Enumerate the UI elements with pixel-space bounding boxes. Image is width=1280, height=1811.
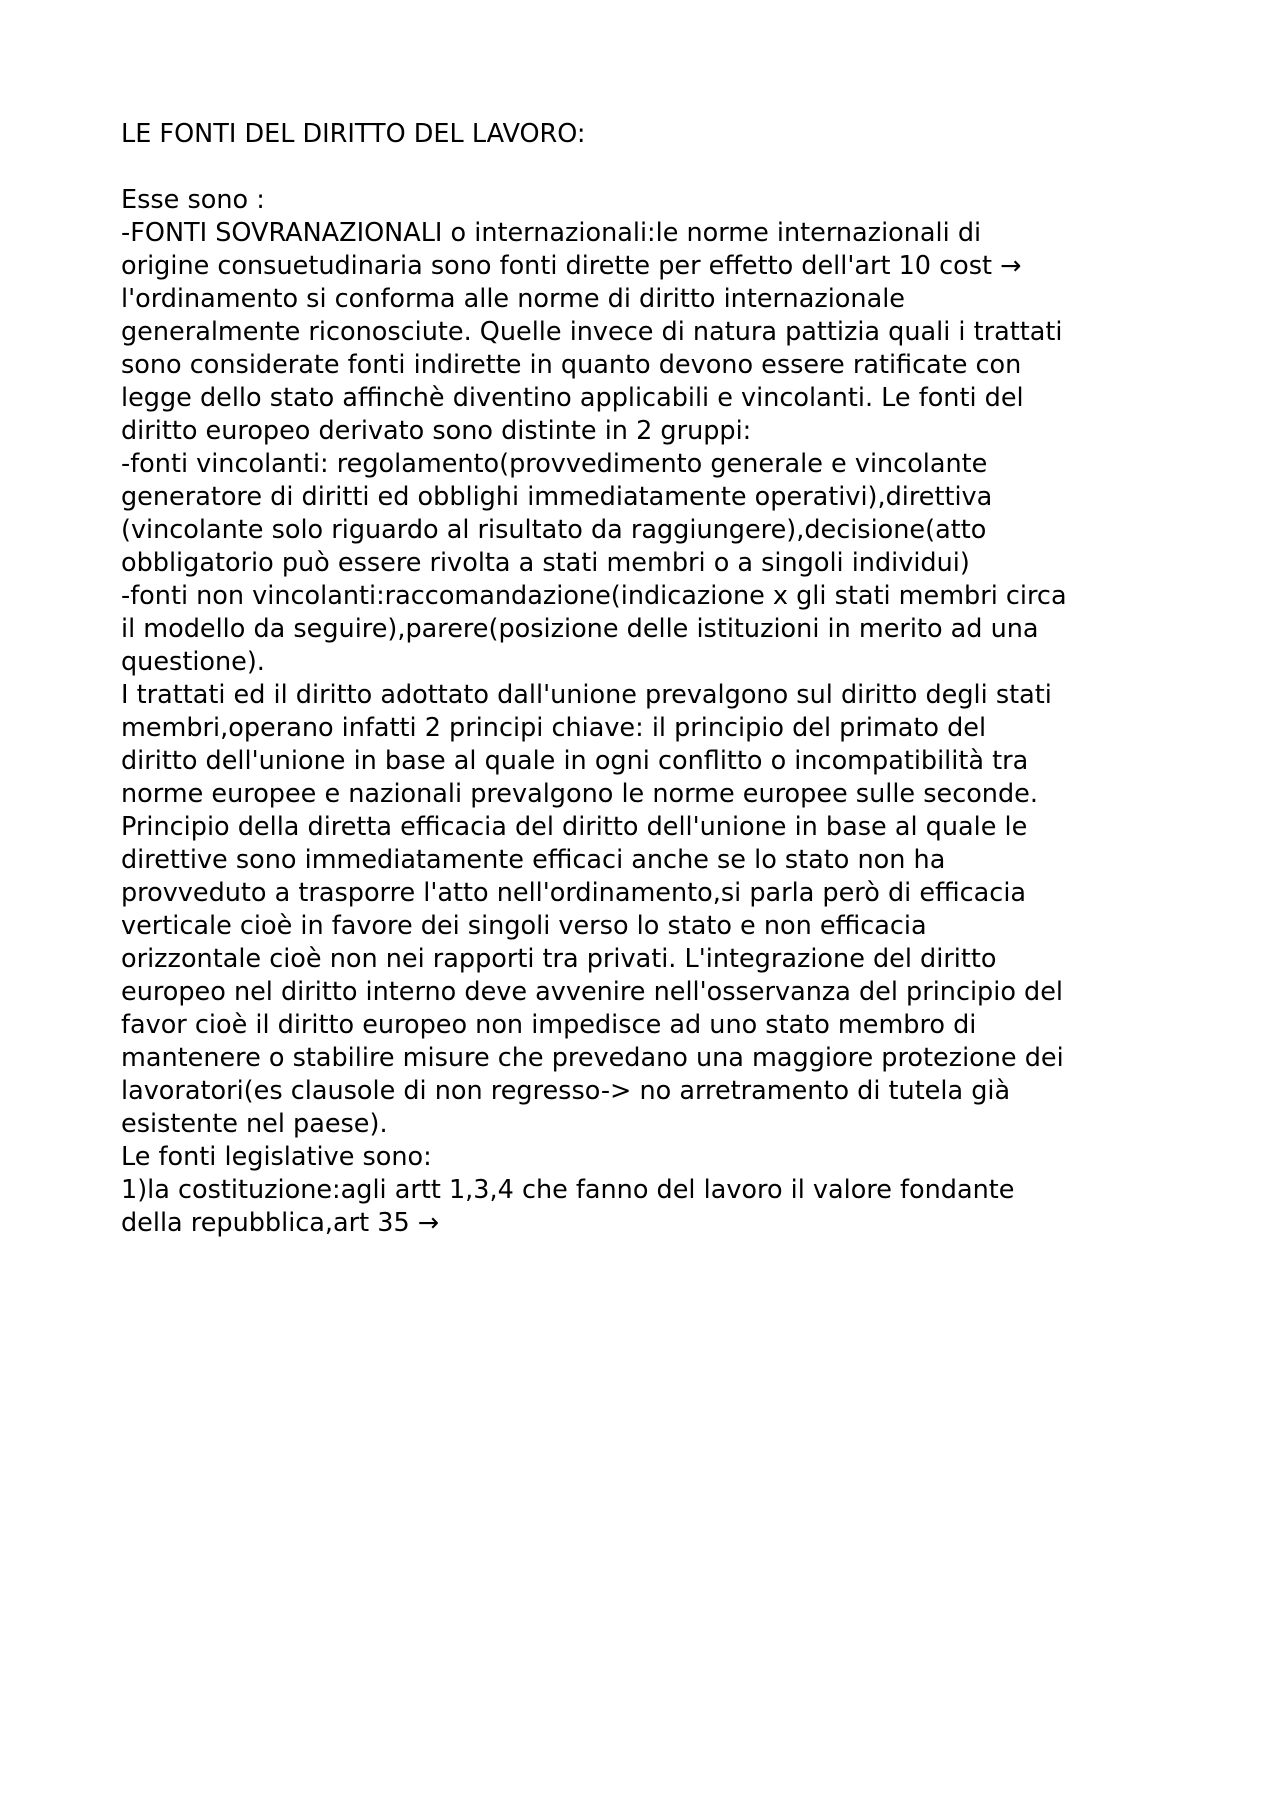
text-line: 1)la costituzione:agli artt 1,3,4 che fanno del lavoro il valore fondante — [121, 1175, 1015, 1205]
text-line: obbligatorio può essere rivolta a stati membri o a singoli individui) — [121, 548, 970, 578]
text-line: orizzontale cioè non nei rapporti tra privati. L'integrazione del diritto — [121, 944, 997, 974]
text-line: Le fonti legislative sono: — [121, 1142, 432, 1172]
text-line: (vincolante solo riguardo al risultato da raggiungere),decisione(atto — [121, 515, 987, 545]
text-line: norme europee e nazionali prevalgono le norme europee sulle seconde. — [121, 779, 1038, 809]
text-line: -FONTI SOVRANAZIONALI o internazionali:le norme internazionali di — [121, 218, 982, 248]
text-line: l'ordinamento si conforma alle norme di diritto internazionale — [121, 284, 905, 314]
text-line: -fonti vincolanti: regolamento(provvedimento generale e vincolante — [121, 449, 988, 479]
text-line: legge dello stato affinchè diventino applicabili e vincolanti. Le fonti del — [121, 383, 1024, 413]
blank-line — [121, 151, 1181, 184]
text-line: questione). — [121, 647, 265, 677]
text-line: lavoratori(es clausole di non regresso-> no arretramento di tutela già — [121, 1076, 1011, 1106]
text-line: mantenere o stabilire misure che prevedano una maggiore protezione dei — [121, 1043, 1064, 1073]
document-title: LE FONTI DEL DIRITTO DEL LAVORO: — [121, 119, 586, 149]
text-line: I trattati ed il diritto adottato dall'unione prevalgono sul diritto degli stati — [121, 680, 1052, 710]
text-line: provveduto a trasporre l'atto nell'ordinamento,si parla però di efficacia — [121, 878, 1027, 908]
text-line: sono considerate fonti indirette in quanto devono essere ratificate con — [121, 350, 1022, 380]
text-line: direttive sono immediatamente efficaci anche se lo stato non ha — [121, 845, 946, 875]
text-line: favor cioè il diritto europeo non impedisce ad uno stato membro di — [121, 1010, 977, 1040]
text-line: Esse sono : — [121, 185, 265, 215]
paragraph-lines — [121, 184, 1181, 1240]
text-line: generatore di diritti ed obblighi immediatamente operativi),direttiva — [121, 482, 993, 512]
text-line: esistente nel paese). — [121, 1109, 388, 1139]
document-body — [121, 118, 1181, 1240]
text-line: diritto europeo derivato sono distinte in 2 gruppi: — [121, 416, 752, 446]
text-line: membri,operano infatti 2 principi chiave: il principio del primato del — [121, 713, 987, 743]
text-line: generalmente riconosciute. Quelle invece di natura pattizia quali i trattati — [121, 317, 1063, 347]
text-line: diritto dell'unione in base al quale in ogni conflitto o incompatibilità tra — [121, 746, 1029, 776]
text-line: della repubblica,art 35 → — [121, 1208, 440, 1238]
text-line: europeo nel diritto interno deve avvenire nell'osservanza del principio del — [121, 977, 1063, 1007]
text-line: -fonti non vincolanti:raccomandazione(indicazione x gli stati membri circa — [121, 581, 1067, 611]
text-line: il modello da seguire),parere(posizione delle istituzioni in merito ad una — [121, 614, 1039, 644]
text-line: origine consuetudinaria sono fonti dirette per effetto dell'art 10 cost → — [121, 251, 1022, 281]
text-line: verticale cioè in favore dei singoli verso lo stato e non efficacia — [121, 911, 927, 941]
text-line: Principio della diretta efficacia del diritto dell'unione in base al quale le — [121, 812, 1028, 842]
